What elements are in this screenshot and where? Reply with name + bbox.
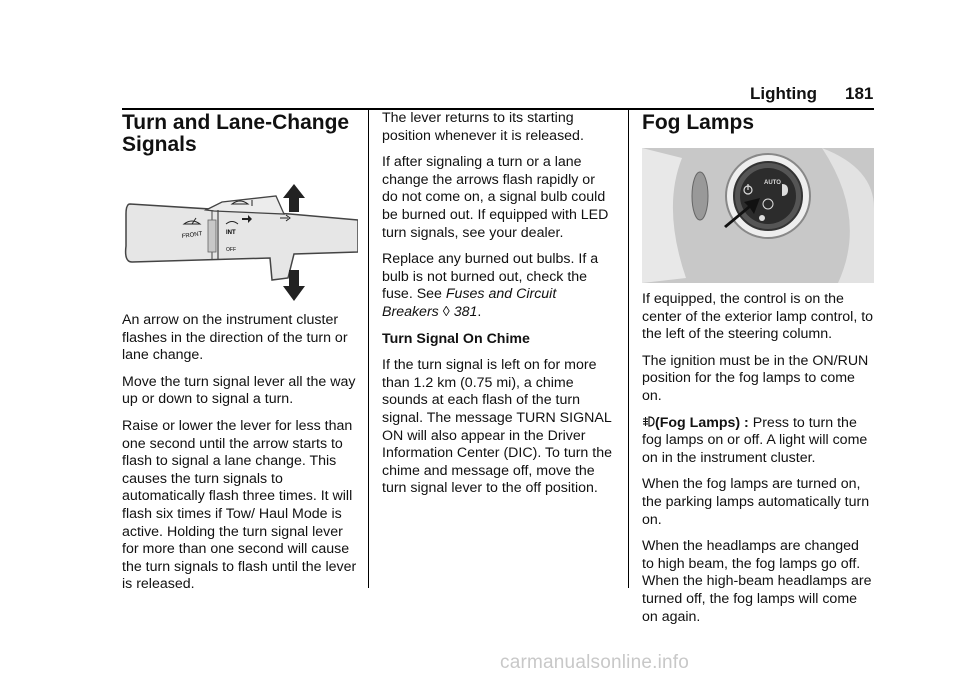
section-title: Lighting (750, 84, 818, 103)
column-divider (628, 110, 629, 588)
parking-lamp-icon (759, 215, 765, 221)
paragraph: Move the turn signal lever all the way up or down to signal a turn. (122, 373, 356, 408)
paragraph: When the headlamps are changed to high beam, the fog lamps go off. When the high-beam headlamps are turned off, the fog lamps will come on again. (642, 538, 872, 625)
paragraph: If after signaling a turn or a lane change the arrows flash rapidly or do not come on, a signal bulb could be burned out. If equipped with LED turn signals, see your dealer. (382, 154, 609, 241)
auto-label: AUTO (764, 180, 781, 186)
paragraph (382, 251, 614, 321)
turn-signals-continued (382, 110, 614, 507)
turn-signals-body (122, 312, 358, 603)
paragraph: The ignition must be in the ON/RUN position for the fog lamps to come on. (642, 352, 869, 404)
arrow-up-icon (283, 184, 305, 212)
period: . (477, 303, 482, 320)
fuses-link[interactable]: Fuses and Circuit Breakers (382, 286, 557, 320)
fog-lamp-control-photo (642, 148, 874, 283)
page-number: 181 (845, 84, 874, 103)
paragraph (642, 415, 874, 468)
turn-signal-lever-illustration (122, 180, 358, 305)
paragraph-text: Replace any burned out bulbs. If a bulb is not burned out, check the fuse. See (382, 251, 599, 303)
front-label: FRONT (181, 231, 203, 240)
page-header (0, 80, 960, 110)
fog-lamp-icon (642, 415, 655, 428)
fog-lamps-body (642, 291, 874, 635)
paragraph: If the turn signal is left on for more than 1.2 km (0.75 mi), a chime sounds at each flash of the turn signal. The message TURN SIGNAL ON will also appear in the Driver Information Center (DIC). To turn the chime and message off, move the turn signal lever to the off position. (382, 357, 612, 497)
paragraph: If equipped, the control is on the center of the exterior lamp control, to the left of the steering column. (642, 291, 874, 343)
chime-subheading: Turn Signal On Chime (382, 330, 530, 347)
page-ref[interactable]: 381 (453, 303, 478, 320)
paragraph: An arrow on the instrument cluster flashes in the direction of the turn or lane change. (122, 312, 348, 364)
page-ref-icon: ◊ (442, 303, 450, 320)
fog-lamps-heading: Fog Lamps (642, 111, 755, 134)
paragraph: When the fog lamps are turned on, the parking lamps automatically turn on. (642, 476, 870, 528)
column-divider (368, 110, 369, 588)
int-label: INT (226, 230, 236, 236)
paragraph: The lever returns to its starting position whenever it is released. (382, 110, 584, 144)
watermark: carmanualsonline.info (500, 652, 690, 673)
fog-lamps-label: (Fog Lamps) : (655, 414, 749, 431)
fog-lamps-text: Press to turn the fog lamps on or off. A light will come on in the instrument cluster. (642, 414, 868, 466)
off-label: OFF (226, 247, 236, 253)
turn-signals-heading: Turn and Lane-Change Signals (122, 111, 350, 156)
paragraph: Raise or lower the lever for less than one second until the arrow starts to flash to signal a lane change. This causes the turn signals to automatically flash three times. It will flash six times if Tow/ Haul Mode is active. Holding the turn signal lever for more than one second will cause the turn signals to flash until the lever is released. (122, 417, 357, 593)
